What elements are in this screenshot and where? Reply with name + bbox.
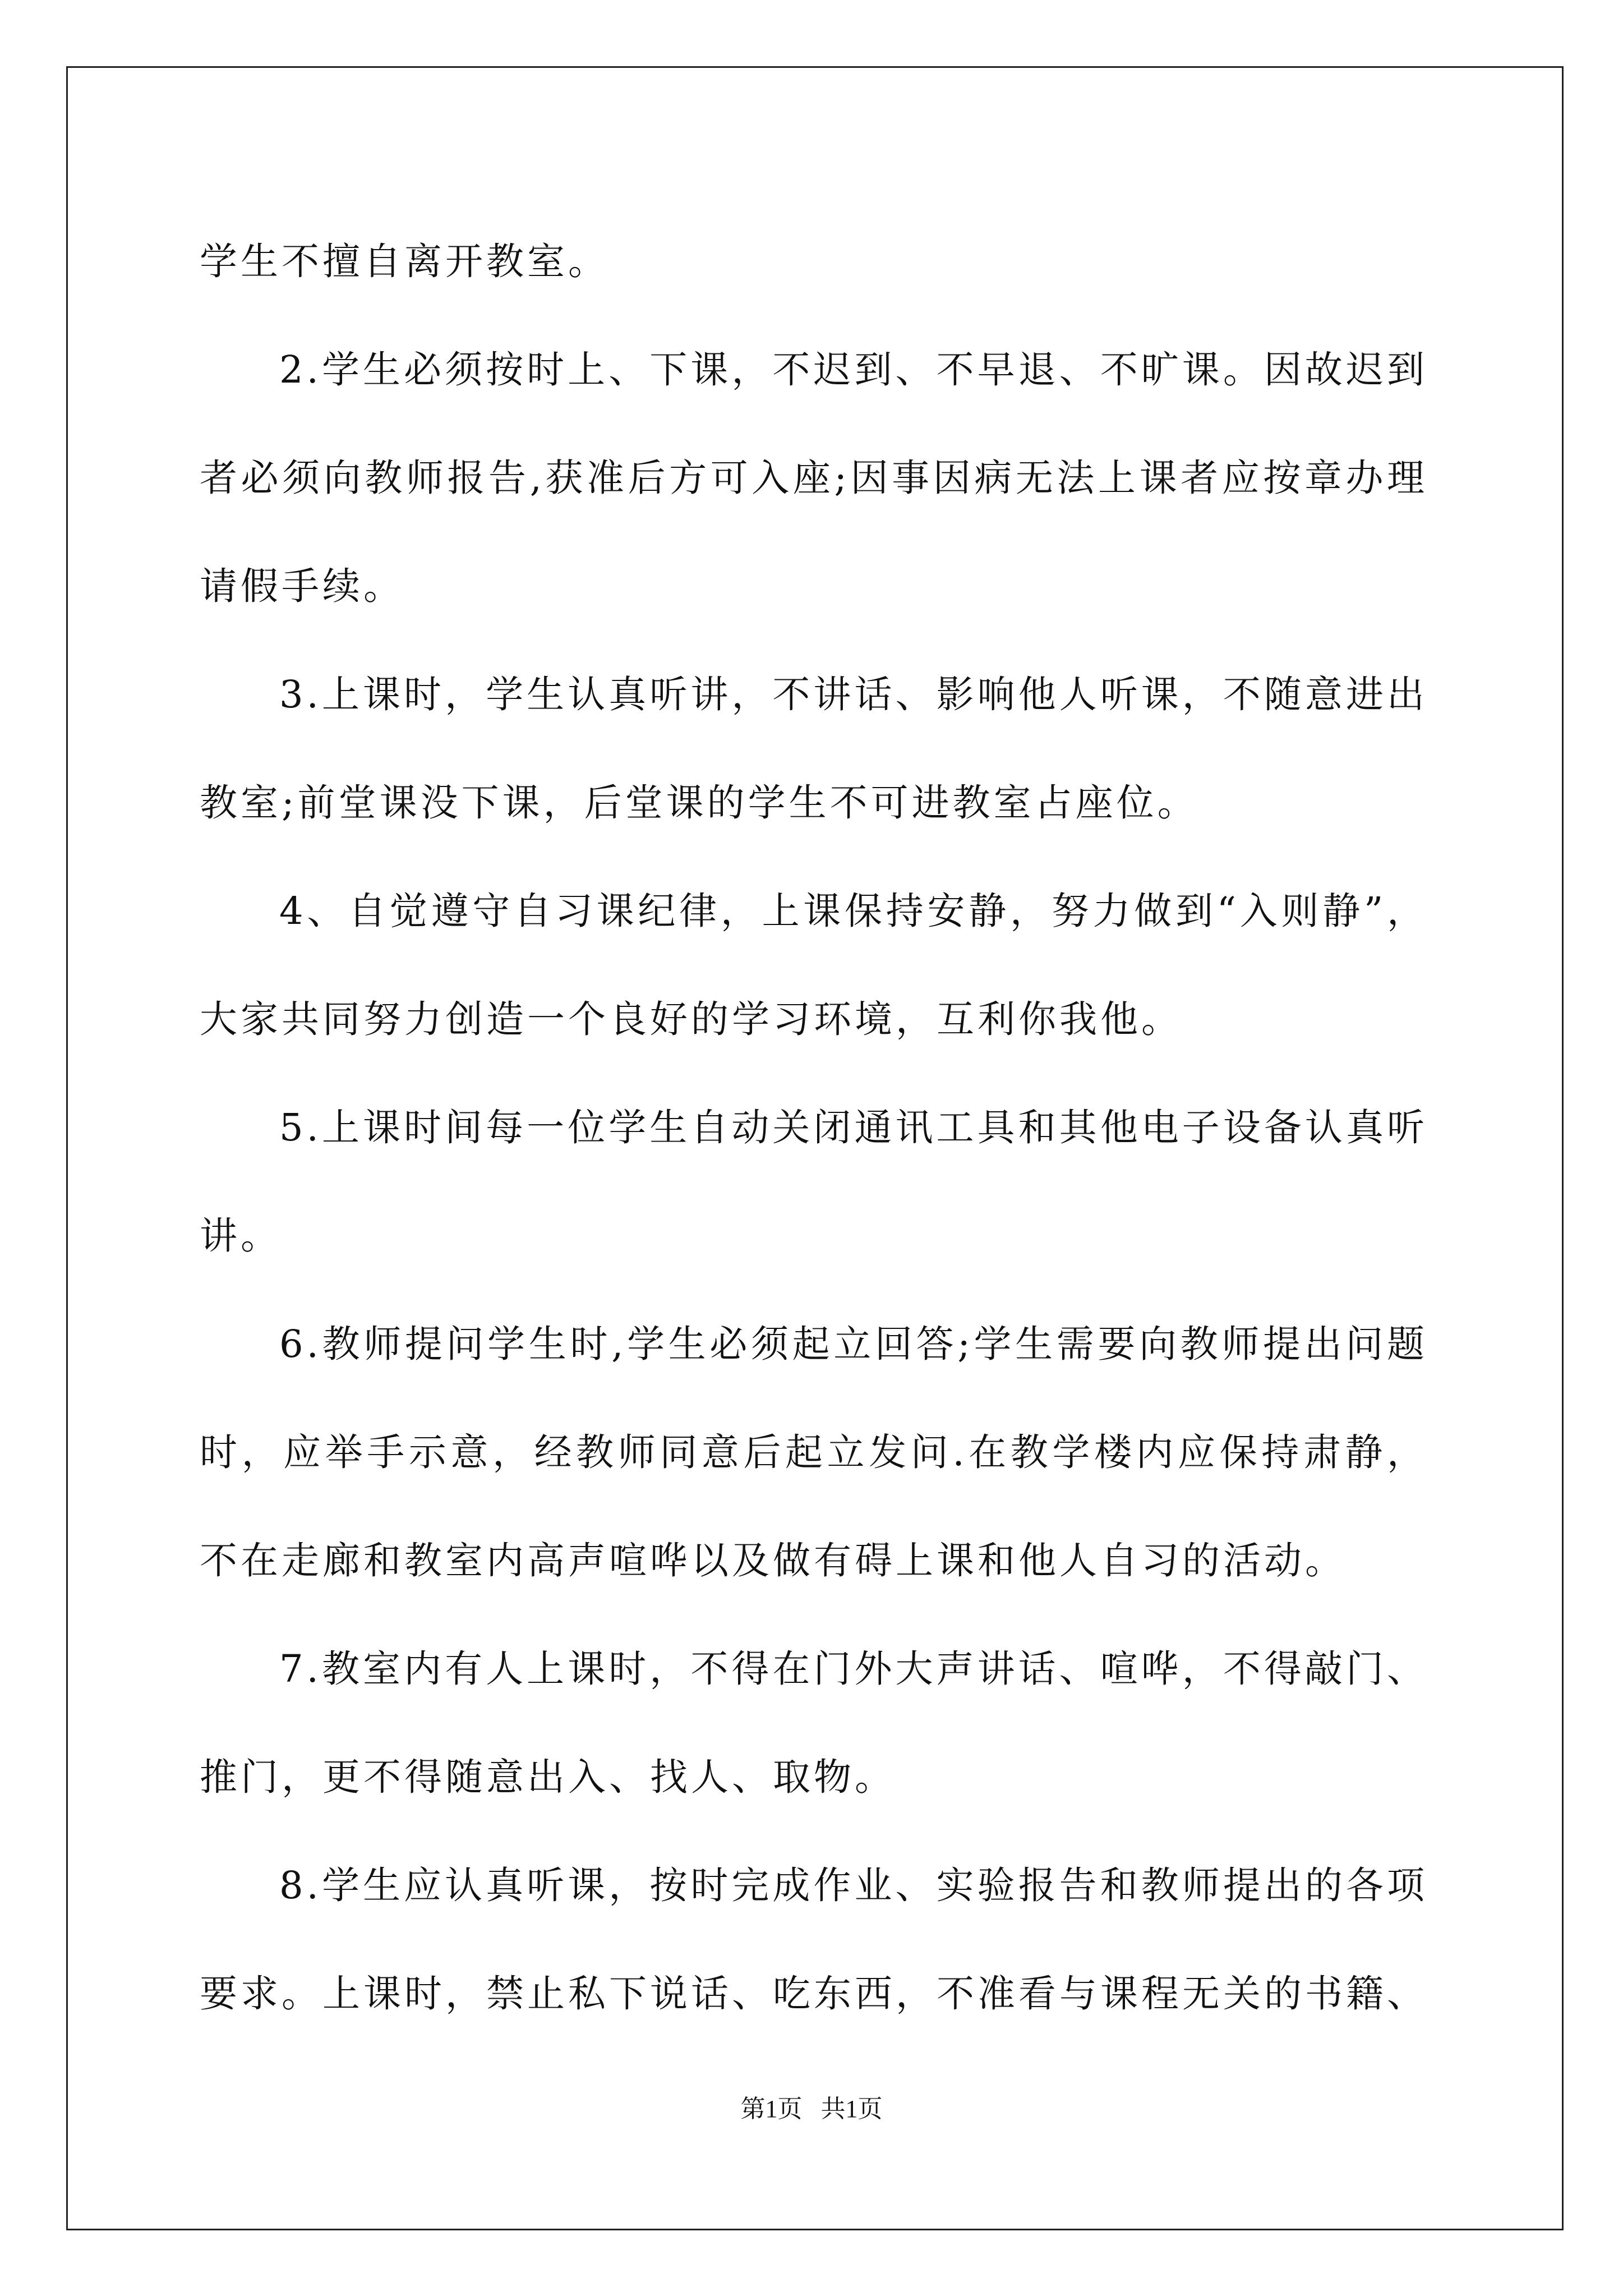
paragraph-rule-2: 2.学生必须按时上、下课，不迟到、不早退、不旷课。因故迟到者必须向教师报告,获准后方可入座;因事因病无法上课者应按章办理请假手续。 <box>200 348 1428 608</box>
paragraph-rule-7: 7.教室内有人上课时，不得在门外大声讲话、喧哗，不得敲门、推门，更不得随意出入、找人、取物。 <box>200 1647 1428 1799</box>
paragraph-rule-8: 8.学生应认真听课，按时完成作业、实验报告和教师提出的各项要求。上课时，禁止私下说话、吃东西，不准看与课程无关的书籍、 <box>200 1864 1428 2016</box>
page-footer: 第1页 共1页 <box>740 2095 883 2123</box>
paragraph-rule-6: 6.教师提问学生时,学生必须起立回答;学生需要向教师提出问题时，应举手示意，经教师同意后起立发问.在教学楼内应保持肃静，不在走廊和教室内高声喧哗以及做有碍上课和他人自习的活动。 <box>200 1322 1428 1582</box>
paragraph-rule-4: 4、自觉遵守自习课纪律，上课保持安静，努力做到“入则静”，大家共同努力创造一个良好的学习环境，互利你我他。 <box>200 889 1428 1041</box>
paragraph-rule-5: 5.上课时间每一位学生自动关闭通讯工具和其他电子设备认真听讲。 <box>200 1106 1428 1258</box>
paragraph-rule-3: 3.上课时，学生认真听讲，不讲话、影响他人听课，不随意进出教室;前堂课没下课，后堂课的学生不可进教室占座位。 <box>200 673 1428 825</box>
document-body <box>200 208 1428 2048</box>
paragraph-continuation: 学生不擅自离开教室。 <box>200 240 609 283</box>
